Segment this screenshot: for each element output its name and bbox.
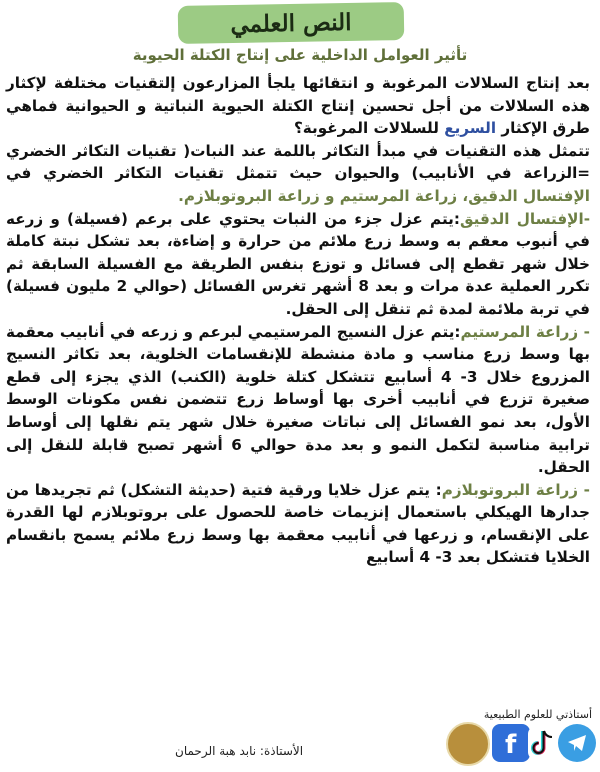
section-text: :يتم عزل النسيج المرستيمي لبرعم و زرعه في أنابيب معقمة بها وسط زرع مناسب و مادة منشطة للإنقسامات الخلوية، بعد تكاثر النسيج المزروع خلال 3- 4 أسابيع تتشكل كتلة خلوية (الكنب) الذي يجزء إلى قطع صغيرة تزرع في أنابيب أخرى بها أوساط زرع تتضمن نفس مكونات الوسط الأول، بعد نمو الفسائل إلى نباتات صغيرة خلال شهر يتم نقلها إلى أوساط ترابية مناسبة لتكمل النمو و بعد مدة حوالي 6 أشهر تصبح قابلة للنقل إلى الحقل.: [6, 322, 590, 477]
section-text: :يتم عزل جزء من النبات يحتوي على برعم (فسيلة) و زرعه في أنبوب معقم به وسط زرع ملائم من حرارة و إضاءة، بعد تشكل نبتة كاملة خلال شهر تقطع إلى فسائل و توزع بنفس الطريقة مع الفسيلة السابقة ثم تكرر العملية عدة مرات و بعد 8 أشهر تغرس الفسائل (حوالي 2 مليون فسيلة) في تربة ملائمة لمدة ثم تنقل إلى الحقل.: [6, 209, 590, 318]
intro-text-1: بعد إنتاج السلالات المرغوبة و انتقائها يلجأ المزارعون إلتقنيات مختلفة لإكثار هذه السلالات من أجل تحسين إنتاج الكتلة الحيوية النباتية و الحيوانية فماهي طرق الإكثار: [6, 74, 590, 138]
social-icons: [492, 724, 530, 762]
intro-separator: ،: [457, 186, 469, 205]
intro-highlight-1: الإفتسال الدقيق: [468, 186, 590, 205]
section-text: : يتم عزل خلايا ورقية فتية (حديثة التشكل) ثم تجريدها من جدارها الهيكلي باستعمال إنزيمات خاصة للحصول على بروتوبلازم لها القدرة على الإنقسام، و زرعها في أنابيب معقمة بها وسط زرع ملائم يسمح بانقسام الخلايا فتشكل بعد 3- 4 أسابيع: [6, 480, 590, 567]
intro-highlight-2: زراعة المرستيم و زراعة البروتوبلازم.: [178, 186, 458, 205]
intro-paragraph-1: [6, 72, 590, 140]
intro-paragraph-2: [6, 140, 590, 208]
svg-text:f: f: [505, 730, 517, 757]
logo-badge: [446, 722, 490, 766]
intro-blue-word: السريع: [444, 119, 497, 138]
page-title: النص العلمي: [230, 8, 352, 38]
facebook-icon[interactable]: [492, 724, 530, 762]
body-text: [6, 72, 590, 569]
section-label: -الإفتسال الدقيق: [459, 209, 590, 228]
telegram-icon[interactable]: [558, 724, 596, 762]
section-meristem: [6, 321, 590, 479]
tiktok-icon[interactable]: [528, 726, 556, 760]
intro-text-1-end: للسلالات المرغوبة؟: [294, 119, 445, 138]
channel-name: أستاذتي للعلوم الطبيعية: [483, 708, 592, 721]
section-label: - زراعة المرستيم: [460, 322, 590, 341]
intro-text-2: تتمثل هذه التقنيات في مبدأ التكاثر باللمة عند النبات( تقنيات التكاثر الخضري =الزراعة في الأنابيب) والحيوان حيث تتمثل تقنيات التكاثر الخضري في: [6, 141, 590, 183]
subtitle: تأثير العوامل الداخلية على إنتاج الكتلة الحيوية: [132, 46, 468, 64]
section-label: - زراعة البروتوبلازم: [441, 480, 590, 499]
section-microcutting: [6, 208, 590, 321]
teacher-name: الأستاذة: نابد هبة الرحمان: [175, 744, 304, 758]
title-banner: [178, 2, 405, 44]
section-protoplasm: [6, 479, 590, 569]
